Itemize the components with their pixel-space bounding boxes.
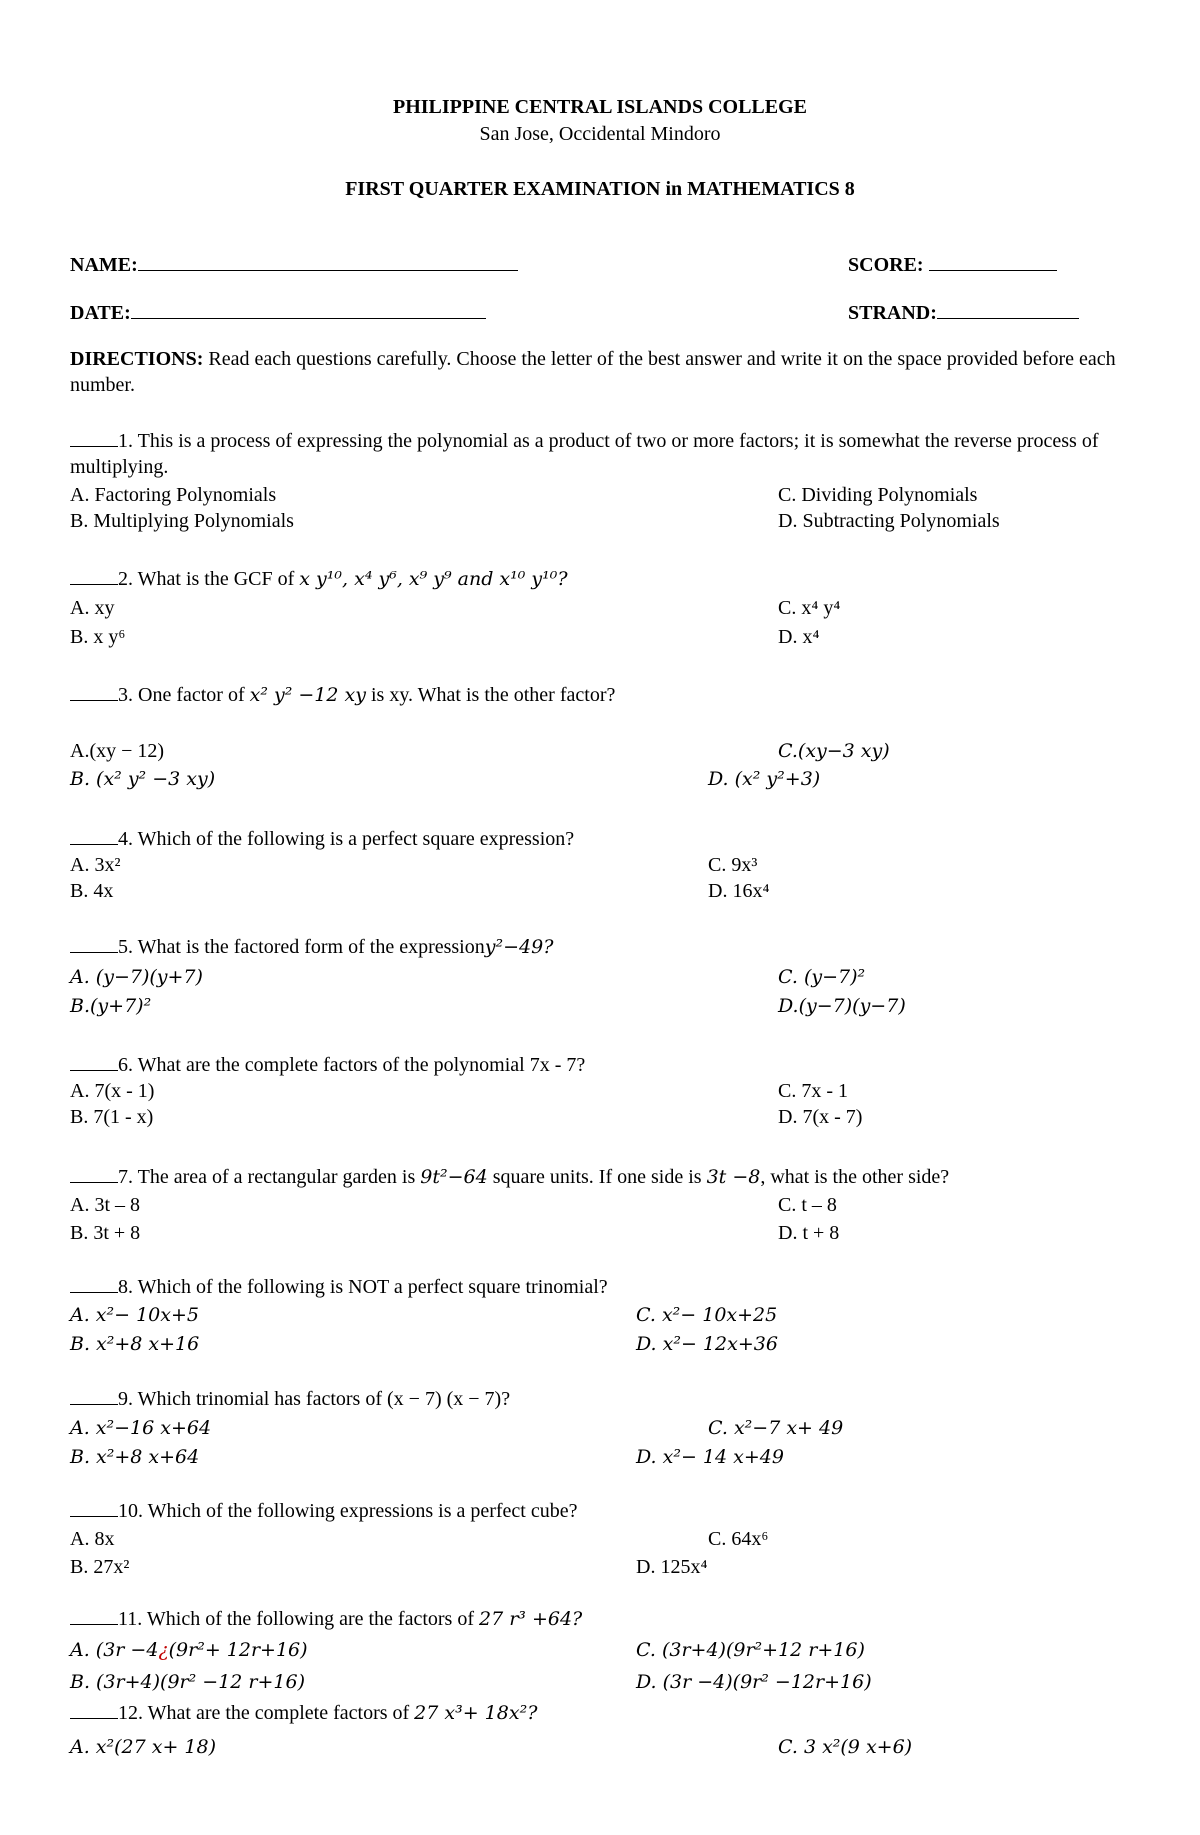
q8-option-a: A. x²− 10x+5 — [70, 1304, 199, 1326]
q10-option-d: D. 125x⁴ — [636, 1556, 708, 1578]
question-5-stem-pre: 5. What is the factored form of the expression — [118, 936, 485, 958]
q5-option-c: C. (y−7)² — [778, 966, 866, 988]
q10-option-c: C. 64x⁶ — [708, 1528, 769, 1550]
school-name: PHILIPPINE CENTRAL ISLANDS COLLEGE — [393, 96, 807, 118]
question-12 — [70, 1700, 1110, 1726]
question-2-stem-math: x y¹⁰, x⁴ y⁶, x⁹ y⁹ and x¹⁰ y¹⁰? — [299, 568, 568, 590]
q3-option-b: B. (x² y² −3 xy) — [70, 768, 216, 790]
question-11-stem-pre: 11. Which of the following are the factors of — [118, 1608, 479, 1630]
question-7-stem-pre: 7. The area of a rectangular garden is — [118, 1166, 421, 1188]
score-field[interactable] — [848, 252, 1057, 277]
question-1-stem: 1. This is a process of expressing the polynomial as a product of two or more factors; it is somewhat the reverse process of multiplying. — [70, 430, 1099, 478]
question-3 — [70, 682, 1110, 708]
question-11 — [70, 1606, 1110, 1632]
q11-option-a-post: (9r²+ 12r+16) — [168, 1639, 308, 1661]
q1-option-a: A. Factoring Polynomials — [70, 484, 277, 506]
q5-option-d: D.(y−7)(y−7) — [778, 995, 906, 1017]
strand-line[interactable] — [937, 300, 1079, 319]
q4-option-d: D. 16x⁴ — [708, 880, 770, 902]
answer-blank-11[interactable] — [70, 1606, 118, 1625]
q7-option-b: B. 3t + 8 — [70, 1222, 141, 1244]
q5-option-a: A. (y−7)(y+7) — [70, 966, 203, 988]
question-7-stem-math: 9t²−64 — [420, 1166, 488, 1188]
q4-option-b: B. 4x — [70, 880, 114, 902]
q11-option-a-glyph: ¿ — [158, 1639, 169, 1661]
q12-option-c: C. 3 x²(9 x+6) — [778, 1736, 913, 1758]
question-8-stem: 8. Which of the following is NOT a perfect square trinomial? — [118, 1276, 608, 1298]
question-6 — [70, 1052, 1110, 1078]
score-label: SCORE: — [848, 254, 924, 276]
q1-option-d: D. Subtracting Polynomials — [778, 510, 1000, 532]
q1-option-c: C. Dividing Polynomials — [778, 484, 978, 506]
score-line[interactable] — [929, 252, 1057, 271]
question-7-stem-math2: 3t −8 — [706, 1166, 761, 1188]
q2-option-c: C. x⁴ y⁴ — [778, 597, 841, 619]
q6-option-a: A. 7(x - 1) — [70, 1080, 155, 1102]
name-line[interactable] — [138, 252, 518, 271]
q10-option-a: A. 8x — [70, 1528, 115, 1550]
question-3-stem-pre: 3. One factor of — [118, 684, 250, 706]
strand-field[interactable] — [848, 300, 1079, 325]
q9-option-c: C. x²−7 x+ 49 — [708, 1417, 844, 1439]
q8-option-b: B. x²+8 x+16 — [70, 1333, 200, 1355]
name-field[interactable] — [70, 252, 518, 277]
question-3-stem-math: x² y² −12 xy — [249, 684, 366, 706]
q4-option-a: A. 3x² — [70, 854, 121, 876]
answer-blank-12[interactable] — [70, 1700, 118, 1719]
q10-option-b: B. 27x² — [70, 1556, 130, 1578]
directions-label: DIRECTIONS: — [70, 348, 204, 370]
q7-option-d: D. t + 8 — [778, 1222, 840, 1244]
question-9 — [70, 1386, 1110, 1412]
answer-blank-6[interactable] — [70, 1052, 118, 1071]
question-1 — [70, 428, 1130, 480]
q2-option-d: D. x⁴ — [778, 626, 820, 648]
q7-option-a: A. 3t – 8 — [70, 1194, 140, 1216]
date-field[interactable] — [70, 300, 486, 325]
q9-option-a: A. x²−16 x+64 — [70, 1417, 212, 1439]
q7-option-c: C. t – 8 — [778, 1194, 837, 1216]
q3-option-a: A.(xy − 12) — [70, 740, 165, 762]
answer-blank-2[interactable] — [70, 566, 118, 585]
q11-option-b: B. (3r+4)(9r² −12 r+16) — [70, 1671, 306, 1693]
question-3-stem-post: is xy. What is the other factor? — [365, 684, 616, 706]
question-6-stem: 6. What are the complete factors of the polynomial 7x - 7? — [118, 1054, 586, 1076]
answer-blank-3[interactable] — [70, 682, 118, 701]
answer-blank-10[interactable] — [70, 1498, 118, 1517]
question-7-stem-post2: , what is the other side? — [760, 1166, 950, 1188]
exam-title: FIRST QUARTER EXAMINATION in MATHEMATICS 8 — [345, 178, 855, 200]
question-12-stem-pre: 12. What are the complete factors of — [118, 1702, 415, 1724]
q11-option-a-pre: A. (3r −4 — [70, 1639, 159, 1661]
q3-option-c: C.(xy−3 xy) — [778, 740, 890, 762]
answer-blank-4[interactable] — [70, 826, 118, 845]
answer-blank-8[interactable] — [70, 1274, 118, 1293]
question-2-stem-pre: 2. What is the GCF of — [118, 568, 300, 590]
answer-blank-5[interactable] — [70, 934, 118, 953]
question-12-stem-math: 27 x³+ 18x²? — [414, 1702, 538, 1724]
date-label: DATE: — [70, 302, 131, 324]
answer-blank-7[interactable] — [70, 1164, 118, 1183]
question-4-stem: 4. Which of the following is a perfect square expression? — [118, 828, 575, 850]
q6-option-d: D. 7(x - 7) — [778, 1106, 863, 1128]
q8-option-d: D. x²− 12x+36 — [636, 1333, 778, 1355]
q4-option-c: C. 9x³ — [708, 854, 758, 876]
question-8 — [70, 1274, 1110, 1300]
question-7-stem-post: square units. If one side is — [487, 1166, 707, 1188]
q8-option-c: C. x²− 10x+25 — [636, 1304, 778, 1326]
q2-option-b: B. x y⁶ — [70, 626, 126, 648]
question-5-stem-math: y²−49? — [484, 936, 554, 958]
date-line[interactable] — [131, 300, 486, 319]
question-5 — [70, 934, 1110, 960]
directions-text: Read each questions carefully. Choose the letter of the best answer and write it on the space provided before each number. — [70, 348, 1116, 396]
answer-blank-9[interactable] — [70, 1386, 118, 1405]
q2-option-a: A. xy — [70, 597, 115, 619]
question-7 — [70, 1164, 1150, 1190]
name-label: NAME: — [70, 254, 138, 276]
strand-label: STRAND: — [848, 302, 937, 324]
q11-option-c: C. (3r+4)(9r²+12 r+16) — [636, 1639, 865, 1661]
q5-option-b: B.(y+7)² — [70, 995, 152, 1017]
q12-option-a: A. x²(27 x+ 18) — [70, 1736, 217, 1758]
question-9-stem: 9. Which trinomial has factors of (x − 7) (x − 7)? — [118, 1388, 511, 1410]
directions — [70, 346, 1130, 398]
q9-option-b: B. x²+8 x+64 — [70, 1446, 200, 1468]
school-location: San Jose, Occidental Mindoro — [479, 123, 721, 145]
q11-option-d: D. (3r −4)(9r² −12r+16) — [636, 1671, 872, 1693]
question-10-stem: 10. Which of the following expressions is a perfect cube? — [118, 1500, 578, 1522]
q6-option-b: B. 7(1 - x) — [70, 1106, 154, 1128]
q11-option-a — [70, 1637, 308, 1663]
question-2 — [70, 566, 1110, 592]
q1-option-b: B. Multiplying Polynomials — [70, 510, 294, 532]
question-10 — [70, 1498, 1110, 1524]
q9-option-d: D. x²− 14 x+49 — [636, 1446, 784, 1468]
question-11-stem-math: 27 r³ +64? — [479, 1608, 583, 1630]
question-4 — [70, 826, 1110, 852]
q6-option-c: C. 7x - 1 — [778, 1080, 848, 1102]
q3-option-d: D. (x² y²+3) — [708, 768, 821, 790]
answer-blank-1[interactable] — [70, 428, 118, 447]
